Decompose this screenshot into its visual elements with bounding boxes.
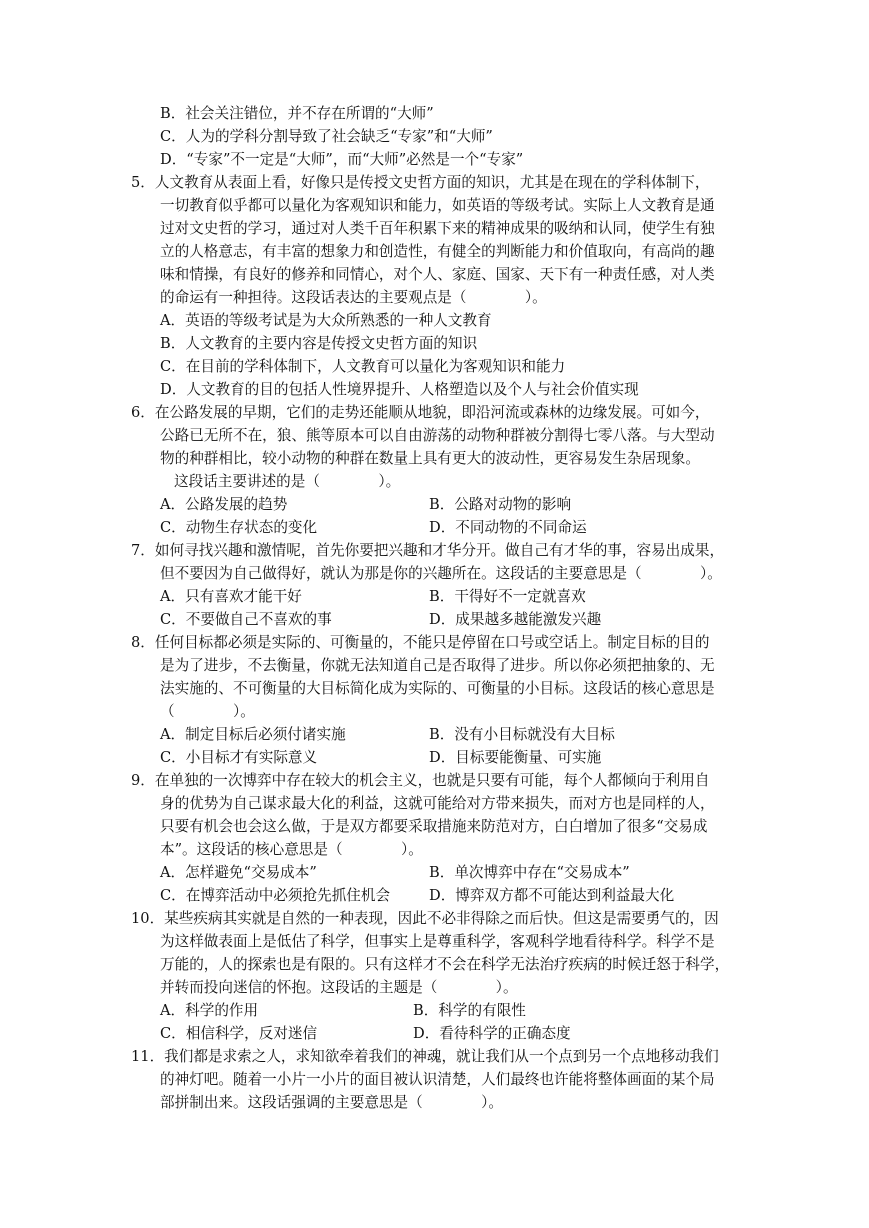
question-9-stem: 9．在单独的一次博弈中存在较大的机会主义，也就是只要有可能，每个人都倾向于利用自 [131,772,710,789]
question-9-option-c: C．在博弈活动中必须抢先抓住机会 [160,887,391,904]
question-10-line: 万能的，人的探索也是有限的。只有这样才不会在科学无法治疗疾病的时候迁怒于科学， [160,956,730,973]
question-8-option-c: C．小目标才有实际意义 [160,749,318,766]
question-7-option-c: C．不要做自己不喜欢的事 [160,611,332,628]
question-7-option-d: D．成果越多越能激发兴趣 [429,611,602,628]
question-10-line: 并转而投向迷信的怀抱。这段话的主题是（ ）。 [160,979,518,996]
question-5-option-b: B．人文教育的主要内容是传授文史哲方面的知识 [160,335,478,352]
question-7-option-b: B．干得好不一定就喜欢 [429,588,586,605]
question-8-line: 法实施的、不可衡量的大目标简化成为实际的、可衡量的小目标。这段话的核心意思是 [160,680,715,697]
option-d: D．“专家”不一定是“大师”，而“大师”必然是一个“专家” [160,151,524,168]
question-8-line: 是为了进步，不去衡量，你就无法知道自己是否取得了进步。所以你必须把抽象的、无 [160,657,715,674]
question-6-line: 公路已无所不在，狼、熊等原本可以自由游荡的动物种群被分割得七零八落。与大型动 [160,427,715,444]
question-9-option-b: B．单次博弈中存在“交易成本” [429,864,630,881]
option-b: B．社会关注错位，并不存在所谓的“大师” [160,105,434,122]
question-10-option-a: A．科学的作用 [160,1002,259,1019]
question-8-option-d: D．目标要能衡量、可实施 [429,749,602,766]
question-8-option-b: B．没有小目标就没有大目标 [429,726,615,743]
question-5-line: 的命运有一种担待。这段话表达的主要观点是（ ）。 [160,289,547,306]
question-5-option-c: C．在目前的学科体制下，人文教育可以量化为客观知识和能力 [160,358,566,375]
question-8-option-a: A．制定目标后必须付诸实施 [160,726,346,743]
question-9-line: 只要有机会也会这么做，于是双方都要采取措施来防范对方，白白增加了很多“交易成 [160,818,708,835]
question-11-line: 的神灯吧。随着一小片一小片的面目被认识清楚，人们最终也许能将整体画面的某个局 [160,1071,715,1088]
question-6-option-c: C．动物生存状态的变化 [160,519,318,536]
question-9-line: 本”。这段话的核心意思是（ ）。 [160,841,423,858]
question-9-line: 身的优势为自己谋求最大化的利益，这就可能给对方带来损失，而对方也是同样的人， [160,795,715,812]
question-9-option-d: D．博弈双方都不可能达到利益最大化 [429,887,675,904]
question-8-line: （ ）。 [160,703,255,720]
question-7-line: 但不要因为自己做得好，就认为那是你的兴趣所在。这段话的主要意思是（ ）。 [160,565,722,582]
question-8-stem: 8．任何目标都必须是实际的、可衡量的，不能只是停留在口号或空话上。制定目标的目的 [131,634,710,651]
question-7-stem: 7．如何寻找兴趣和激情呢，首先你要把兴趣和才华分开。做自己有才华的事，容易出成果， [131,542,725,559]
question-5-line: 立的人格意志，有丰富的想象力和创造性，有健全的判断能力和价值取向，有高尚的趣 [160,243,715,260]
question-5-line: 味和情操，有良好的修养和同情心，对个人、家庭、国家、天下有一种责任感，对人类 [160,266,715,283]
question-10-line: 为这样做表面上是低估了科学，但事实上是尊重科学，客观科学地看待科学。科学不是 [160,933,715,950]
question-5-option-d: D．人文教育的目的包括人性境界提升、人格塑造以及个人与社会价值实现 [160,381,639,398]
question-7-option-a: A．只有喜欢才能干好 [160,588,302,605]
question-6-option-a: A．公路发展的趋势 [160,496,288,513]
question-5-option-a: A．英语的等级考试是为大众所熟悉的一种人文教育 [160,312,492,329]
question-11-stem: 11．我们都是求索之人，求知欲牵着我们的神魂，就让我们从一个点到另一个点地移动我们 [131,1048,719,1065]
question-6-option-d: D．不同动物的不同命运 [429,519,587,536]
question-10-option-c: C．相信科学，反对迷信 [160,1025,318,1042]
question-5-stem: 5．人文教育从表面上看，好像只是传授文史哲方面的知识，尤其是在现在的学科体制下， [131,174,710,191]
question-11-line: 部拼制出来。这段话强调的主要意思是（ ）。 [160,1094,503,1111]
question-10-stem: 10．某些疾病其实就是自然的一种表现，因此不必非得除之而后快。但这是需要勇气的，因 [131,910,719,927]
question-6-stem: 6．在公路发展的早期，它们的走势还能顺从地貌，即沿河流或森林的边缘发展。可如今， [131,404,710,421]
question-5-line: 过对文史哲的学习，通过对人类千百年积累下来的精神成果的吸纳和认同，使学生有独 [160,220,715,237]
question-6-option-b: B．公路对动物的影响 [429,496,572,513]
option-c: C．人为的学科分割导致了社会缺乏“专家”和“大师” [160,128,493,145]
question-10-option-b: B．科学的有限性 [413,1002,526,1019]
question-6-line: 这段话主要讲述的是（ ）。 [174,473,401,490]
question-5-line: 一切教育似乎都可以量化为客观知识和能力，如英语的等级考试。实际上人文教育是通 [160,197,715,214]
question-10-option-d: D．看待科学的正确态度 [413,1025,571,1042]
question-9-option-a: A．怎样避免“交易成本” [160,864,317,881]
question-6-line: 物的种群相比，较小动物的种群在数量上具有更大的波动性，更容易发生杂居现象。 [160,450,700,467]
